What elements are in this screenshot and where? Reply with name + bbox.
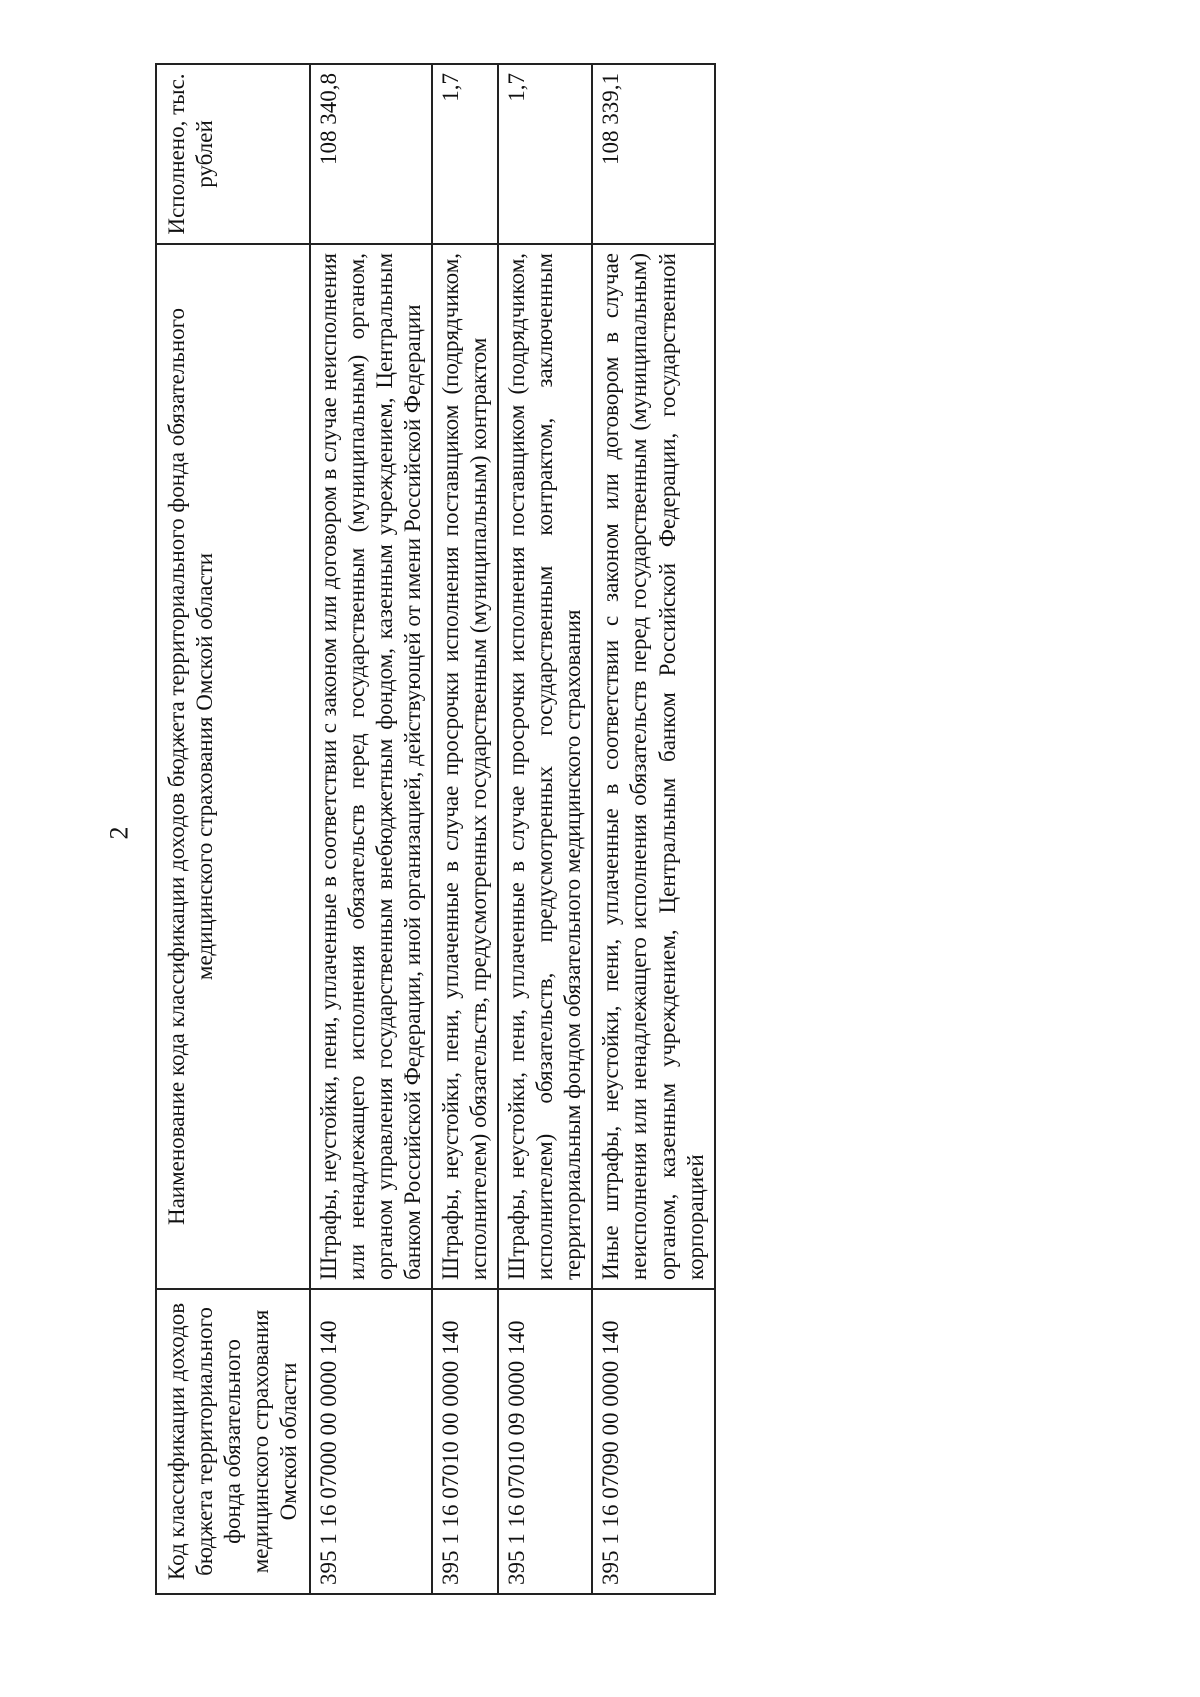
rotated-table-container	[155, 65, 1105, 1595]
row-name: Штрафы, неустойки, пени, уплаченные в соответствии с законом или договором в случае неисполнения или ненадлежащего исполнения обязательств перед государственным (муниципальным) органом, органом управления государственным внебюджетным фондом, казенным учреждением, Центральным банком Российской Федерации, иной организацией, действующей от имени Российской Федерации	[310, 244, 432, 1289]
table-row	[432, 64, 498, 1594]
page-number: 2	[104, 826, 134, 840]
income-classification-table	[155, 63, 716, 1595]
table-row	[310, 64, 432, 1594]
row-name: Иные штрафы, неустойки, пени, уплаченные в соответствии с законом или договором в случае неисполнения или ненадлежащего исполнения обязательств перед государственным (муниципальным) органом, казенным учреждением, Центральным банком Российской Федерации, государственной корпорацией	[592, 244, 714, 1289]
row-amount: 1,7	[432, 64, 498, 244]
row-amount: 108 339,1	[592, 64, 714, 244]
row-code: 395 1 16 07000 00 0000 140	[310, 1289, 432, 1594]
row-name: Штрафы, неустойки, пени, уплаченные в случае просрочки исполнения поставщиком (подрядчиком, исполнителем) обязательств, предусмотренных государственным контрактом, заключенным территориальным фондом обязательного медицинского страхования	[498, 244, 592, 1289]
row-amount: 1,7	[498, 64, 592, 244]
row-code: 395 1 16 07010 09 0000 140	[498, 1289, 592, 1594]
header-amount: Исполнено, тыс. рублей	[156, 64, 310, 244]
row-amount: 108 340,8	[310, 64, 432, 244]
table-header-row	[156, 64, 310, 1594]
row-code: 395 1 16 07090 00 0000 140	[592, 1289, 714, 1594]
table-row	[498, 64, 592, 1594]
table-row	[592, 64, 714, 1594]
header-name: Наименование кода классификации доходов бюджета территориального фонда обязательного медицинского страхования Омской области	[156, 244, 310, 1289]
header-code: Код классификации доходов бюджета территориального фонда обязательного медицинского страхования Омской области	[156, 1289, 310, 1594]
row-name: Штрафы, неустойки, пени, уплаченные в случае просрочки исполнения поставщиком (подрядчиком, исполнителем) обязательств, предусмотренных государственным (муниципальным) контрактом	[432, 244, 498, 1289]
row-code: 395 1 16 07010 00 0000 140	[432, 1289, 498, 1594]
